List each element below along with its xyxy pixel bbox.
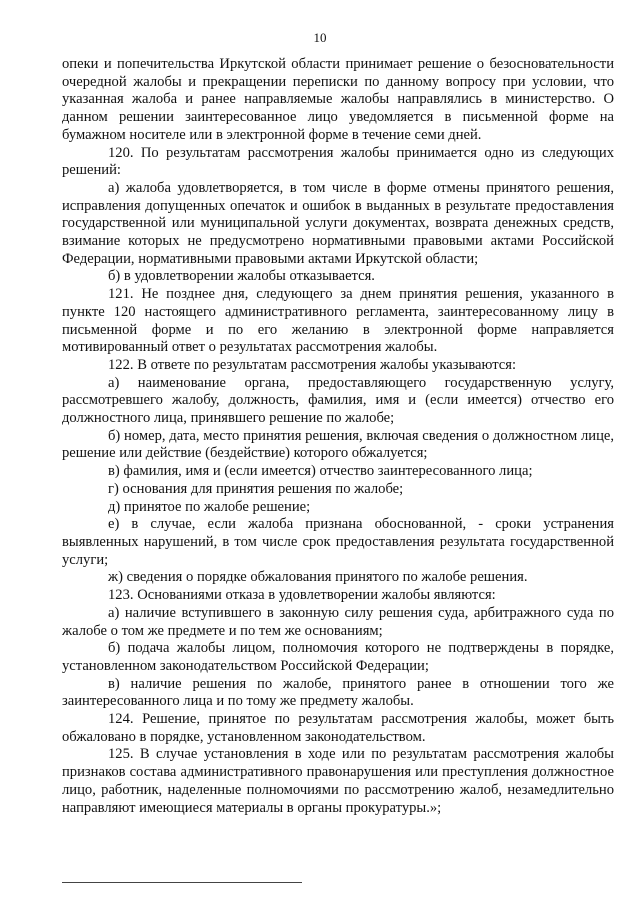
paragraph: а) наименование органа, предоставляющего государственную услугу, рассмотревшего жалобу, должность, фамилия, имя и (если имеется) отчество его должностного лица, принявшего решение по жалобе; [62, 374, 614, 427]
document-body [62, 56, 614, 817]
paragraph: е) в случае, если жалоба признана обоснованной, - сроки устранения выявленных нарушений, в том числе срок предоставления результата государственной услуги; [62, 516, 614, 568]
paragraph: 120. По результатам рассмотрения жалобы принимается одно из следующих решений: [62, 144, 614, 179]
paragraph: 125. В случае установления в ходе или по результатам рассмотрения жалобы признаков состава административного правонарушения или преступления должностное лицо, работник, наделенные полномочиями по рассмотрению жалоб, незамедлительно направляют имеющиеся материалы в органы прокуратуры.»; [62, 746, 614, 816]
paragraph: а) жалоба удовлетворяется, в том числе в форме отмены принятого решения, исправления допущенных опечаток и ошибок в выданных в результате предоставления государственной или муниципальной услуги документах, возврата денежных средств, взимание которых не предусмотрено нормативными правовыми актами Российской Федерации, нормативными правовыми актами Иркутской области; [62, 179, 614, 267]
footer-separator-line [62, 882, 302, 883]
paragraph: б) в удовлетворении жалобы отказывается. [108, 268, 375, 285]
paragraph: 122. В ответе по результатам рассмотрения жалобы указываются: [108, 356, 517, 373]
paragraph: б) номер, дата, место принятия решения, включая сведения о должностном лице, решение или действие (бездействие) которого обжалуется; [62, 427, 614, 462]
paragraph: г) основания для принятия решения по жалобе; [108, 480, 404, 497]
paragraph: 121. Не позднее дня, следующего за днем принятия решения, указанного в пункте 120 настоящего административного регламента, заинтересованному лицу в письменной форме и по его желанию в электронной форме направляется мотивированный ответ о результатах рассмотрения жалобы. [62, 286, 614, 356]
paragraph: 124. Решение, принятое по результатам рассмотрения жалобы, может быть обжаловано в порядке, установленном законодательством. [62, 711, 614, 745]
page-number: 10 [313, 30, 327, 45]
paragraph: ж) сведения о порядке обжалования принятого по жалобе решения. [108, 569, 528, 586]
paragraph: в) наличие решения по жалобе, принятого ранее в отношении того же заинтересованного лица и по тому же предмету жалобы. [62, 675, 614, 710]
paragraph: д) принятое по жалобе решение; [108, 498, 311, 515]
paragraph: опеки и попечительства Иркутской области принимает решение о безосновательности очередной жалобы и прекращении переписки по данному вопросу при условии, что указанная жалоба и ранее направляемые жалобы направлялись в министерство. О данном решении заинтересованное лицо уведомляется в письменной форме на бумажном носителе или в электронной форме в течение семи дней. [62, 56, 614, 143]
paragraph: 123. Основаниями отказа в удовлетворении жалобы являются: [108, 587, 496, 604]
paragraph: в) фамилия, имя и (если имеется) отчество заинтересованного лица; [108, 463, 533, 480]
paragraph: б) подача жалобы лицом, полномочия которого не подтверждены в порядке, установленном законодательством Российской Федерации; [62, 640, 614, 674]
paragraph: а) наличие вступившего в законную силу решения суда, арбитражного суда по жалобе о том же предмете и по тем же основаниям; [62, 604, 614, 639]
